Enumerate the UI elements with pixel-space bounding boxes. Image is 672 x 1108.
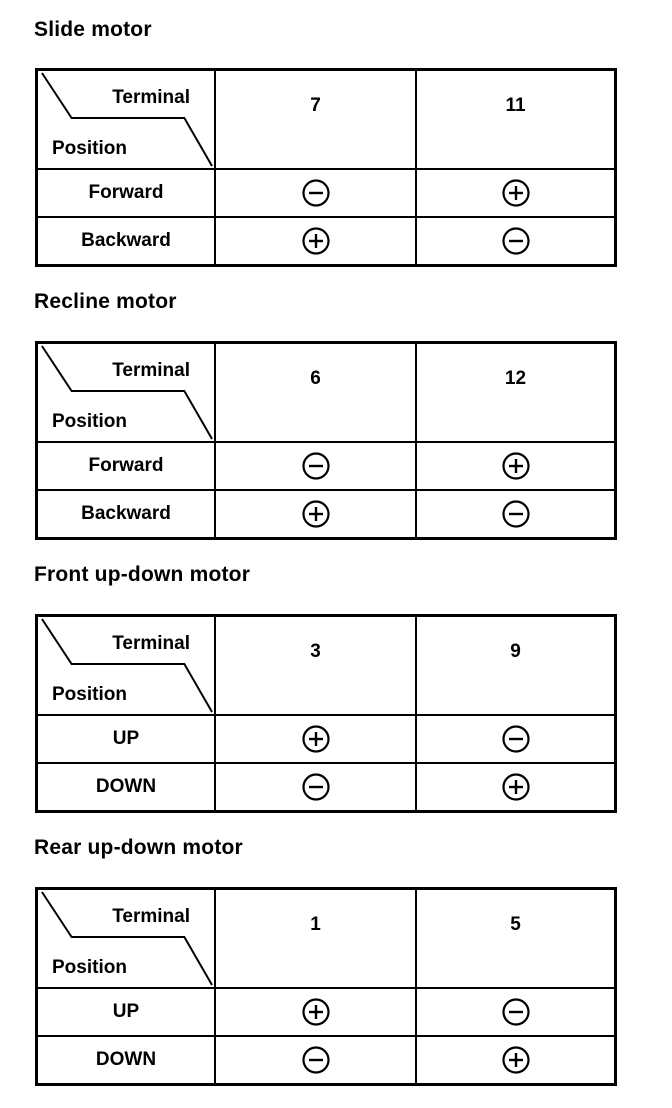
- table-row: [38, 216, 614, 264]
- position-label: UP: [38, 716, 216, 762]
- position-label: Backward: [38, 491, 216, 537]
- header-corner-cell: [38, 890, 216, 987]
- position-label: DOWN: [38, 764, 216, 810]
- polarity-cell: [417, 764, 614, 810]
- terminal-number: 1: [216, 890, 417, 987]
- table-row: [38, 1035, 614, 1083]
- minus-icon: [501, 997, 531, 1027]
- header-position-label: Position: [52, 411, 127, 432]
- polarity-cell: [417, 491, 614, 537]
- plus-icon: [501, 772, 531, 802]
- plus-icon: [301, 226, 331, 256]
- table-row: [38, 441, 614, 489]
- minus-icon: [301, 772, 331, 802]
- table-row: [38, 762, 614, 810]
- terminal-number: 12: [504, 368, 527, 389]
- polarity-cell: [216, 218, 417, 264]
- polarity-cell: [216, 491, 417, 537]
- plus-icon: [301, 499, 331, 529]
- section-title: Front up-down motor: [34, 563, 251, 586]
- position-label: DOWN: [38, 1037, 216, 1083]
- position-label: UP: [38, 989, 216, 1035]
- polarity-cell: [417, 716, 614, 762]
- section-title: Rear up-down motor: [34, 836, 243, 859]
- plus-icon: [501, 1045, 531, 1075]
- terminal-number: 7: [216, 71, 417, 168]
- minus-icon: [301, 178, 331, 208]
- terminal-number: 6: [216, 344, 417, 441]
- polarity-cell: [216, 764, 417, 810]
- polarity-cell: [216, 716, 417, 762]
- polarity-cell: [417, 170, 614, 216]
- terminal-table: [35, 887, 617, 1086]
- header-position-label: Position: [52, 684, 127, 705]
- terminal-number: 5: [510, 914, 521, 935]
- position-label: Forward: [38, 170, 216, 216]
- table-header-row: [38, 617, 614, 714]
- header-position-label: Position: [52, 138, 127, 159]
- minus-icon: [501, 226, 531, 256]
- position-label: Backward: [38, 218, 216, 264]
- header-terminal-label: Terminal: [112, 87, 190, 108]
- terminal-table: [35, 341, 617, 540]
- minus-icon: [301, 451, 331, 481]
- polarity-cell: [216, 170, 417, 216]
- plus-icon: [301, 724, 331, 754]
- header-corner-cell: [38, 344, 216, 441]
- header-terminal-label: Terminal: [112, 633, 190, 654]
- polarity-cell: [216, 989, 417, 1035]
- position-label: Forward: [38, 443, 216, 489]
- polarity-cell: [216, 443, 417, 489]
- table-row: [38, 987, 614, 1035]
- terminal-table: [35, 68, 617, 267]
- header-corner-cell: [38, 71, 216, 168]
- table-header-row: [38, 890, 614, 987]
- plus-icon: [301, 997, 331, 1027]
- polarity-cell: [216, 1037, 417, 1083]
- minus-icon: [501, 724, 531, 754]
- polarity-cell: [417, 1037, 614, 1083]
- polarity-cell: [417, 989, 614, 1035]
- header-terminal-label: Terminal: [112, 906, 190, 927]
- terminal-number: 3: [216, 617, 417, 714]
- table-header-row: [38, 71, 614, 168]
- section-title: Recline motor: [34, 290, 177, 313]
- minus-icon: [301, 1045, 331, 1075]
- minus-icon: [501, 499, 531, 529]
- section-title: Slide motor: [34, 18, 152, 41]
- header-corner-cell: [38, 617, 216, 714]
- terminal-number: 11: [505, 95, 526, 116]
- table-row: [38, 168, 614, 216]
- table-row: [38, 714, 614, 762]
- polarity-cell: [417, 443, 614, 489]
- polarity-cell: [417, 218, 614, 264]
- plus-icon: [501, 451, 531, 481]
- terminal-table: [35, 614, 617, 813]
- terminal-number: 9: [510, 641, 521, 662]
- header-terminal-label: Terminal: [112, 360, 190, 381]
- table-header-row: [38, 344, 614, 441]
- plus-icon: [501, 178, 531, 208]
- table-row: [38, 489, 614, 537]
- header-position-label: Position: [52, 957, 127, 978]
